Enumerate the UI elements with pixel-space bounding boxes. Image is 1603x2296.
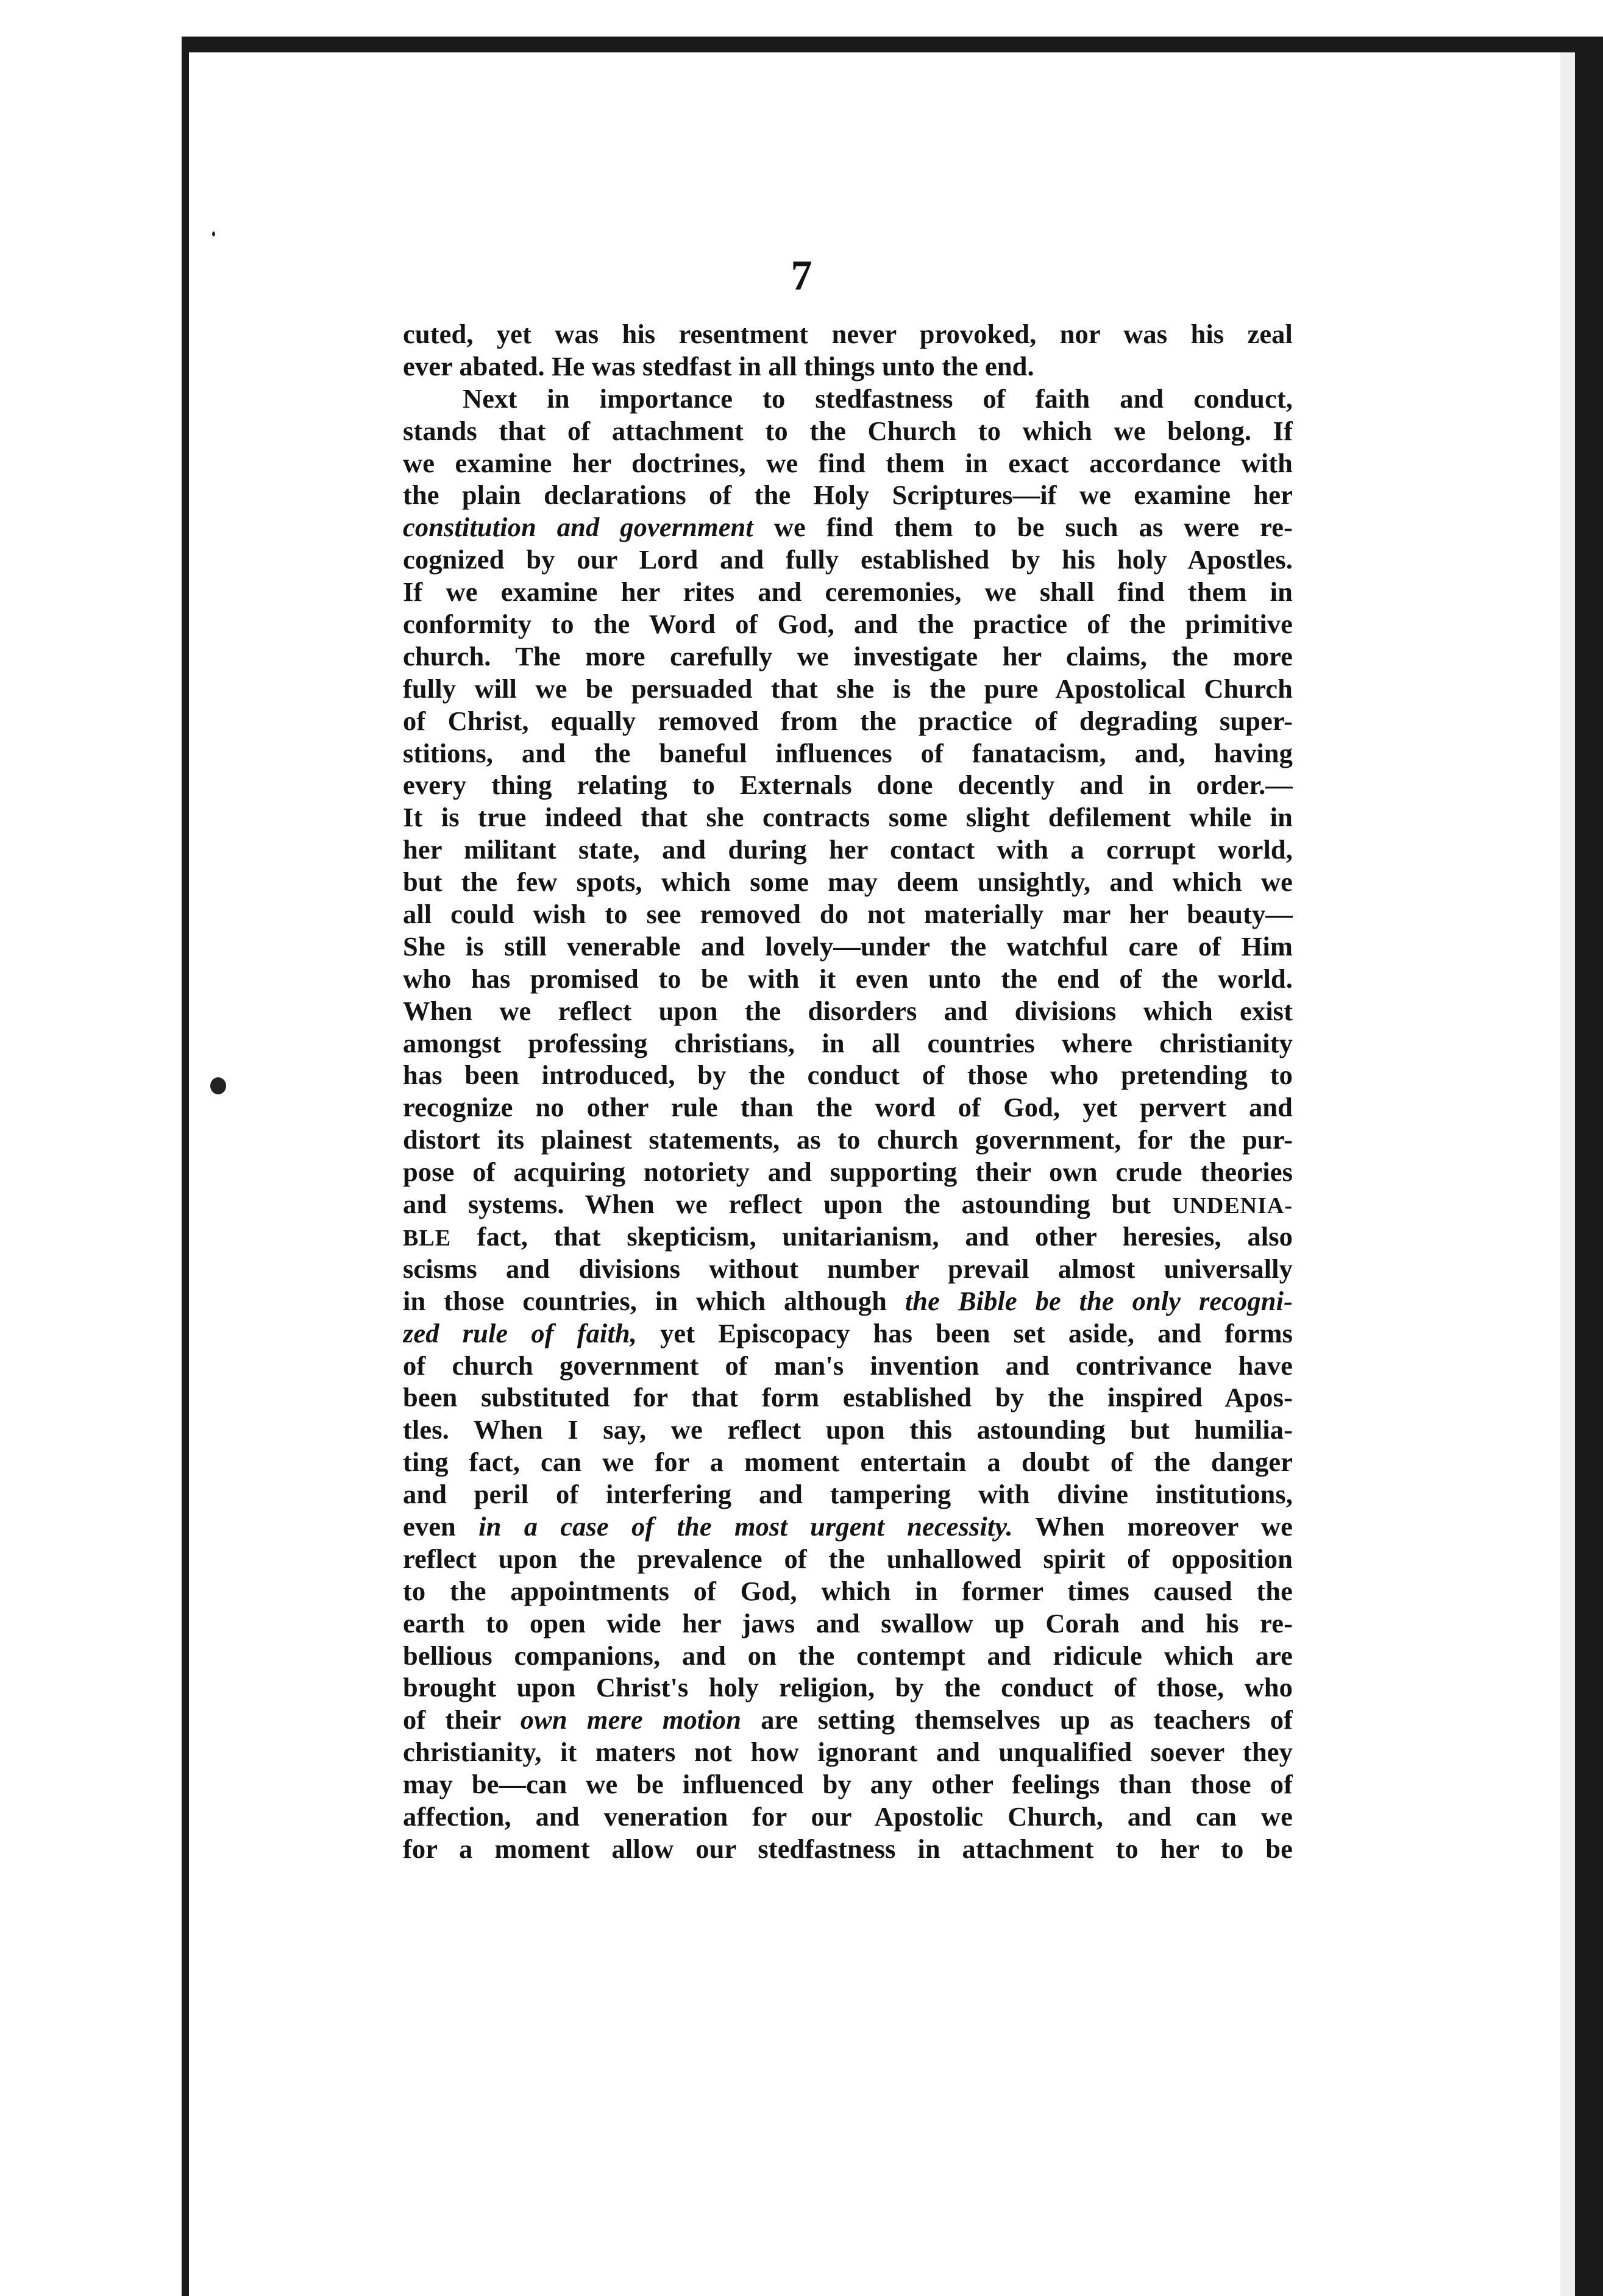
- text-line: [403, 1671, 1293, 1704]
- text-segment: and systems. When we reflect upon the astounding but: [403, 1189, 1172, 1220]
- text-line: [403, 544, 1293, 576]
- text-line: [403, 866, 1293, 898]
- text-segment: may be—can we be influenced by any other feelings than those of: [403, 1769, 1293, 1800]
- text-segment: church. The more carefully we investigate her claims, the more: [403, 640, 1293, 671]
- text-line: [403, 1833, 1293, 1865]
- text-line: [403, 1285, 1293, 1317]
- text-line: [403, 1736, 1293, 1768]
- text-line: [403, 834, 1293, 866]
- text-line: [403, 1640, 1293, 1672]
- text-line: [403, 1059, 1293, 1091]
- text-segment: ting fact, can we for a moment entertain a doubt of the danger: [403, 1447, 1293, 1478]
- text-line: [403, 415, 1293, 447]
- text-line: [403, 1156, 1293, 1188]
- text-segment: recognize no other rule than the word of God, yet pervert and: [403, 1092, 1293, 1123]
- text-segment: UNDENIA-: [1172, 1193, 1293, 1219]
- text-line: [403, 1768, 1293, 1801]
- text-segment: She is still venerable and lovely—under the watchful care of Him: [403, 930, 1293, 962]
- text-segment: fully will we be persuaded that she is the pure Apostolical Church: [403, 673, 1293, 704]
- body-text: [403, 318, 1293, 1865]
- text-segment: to the appointments of God, which in former times caused the: [403, 1575, 1293, 1606]
- text-line: [403, 640, 1293, 673]
- text-line: [403, 898, 1293, 930]
- text-line: [403, 1027, 1293, 1060]
- text-segment: tles. When I say, we reflect upon this astounding but humilia-: [403, 1414, 1293, 1445]
- text-line: [403, 1350, 1293, 1382]
- text-segment: are setting themselves up as teachers of: [741, 1704, 1293, 1735]
- text-line: [403, 995, 1293, 1027]
- text-segment: When we reflect upon the disorders and divisions which exist: [403, 995, 1293, 1026]
- text-segment: but the few spots, which some may deem unsightly, and which we: [403, 866, 1293, 898]
- text-line: [403, 318, 1293, 350]
- text-line: [403, 479, 1293, 511]
- text-segment: in those countries, in which although: [403, 1285, 905, 1316]
- text-segment: When moreover we: [1012, 1511, 1293, 1542]
- text-segment: bellious companions, and on the contempt and ridicule which are: [403, 1640, 1293, 1671]
- text-segment: the plain declarations of the Holy Scriptures—if we examine her: [403, 480, 1293, 511]
- page-number: 7: [791, 252, 812, 299]
- text-line: [403, 1091, 1293, 1124]
- text-segment: stands that of attachment to the Church to which we belong. If: [403, 415, 1293, 446]
- text-line: [403, 1124, 1293, 1156]
- text-segment: yet Episcopacy has been set aside, and forms: [636, 1317, 1293, 1348]
- text-segment: we examine her doctrines, we find them in exact accordance with: [403, 447, 1293, 478]
- text-segment: affection, and veneration for our Apostolic Church, and can we: [403, 1801, 1293, 1832]
- text-segment: amongst professing christians, in all countries where christianity: [403, 1027, 1293, 1058]
- text-line: [403, 511, 1293, 544]
- scan-border-left: [182, 37, 189, 2296]
- text-segment: zed rule of faith,: [403, 1317, 637, 1348]
- text-segment: the Bible be the only recogni-: [905, 1285, 1293, 1316]
- text-segment: has been introduced, by the conduct of those who pretending to: [403, 1060, 1293, 1091]
- text-line: [403, 1446, 1293, 1478]
- text-segment: cuted, yet was his resentment never provoked, nor was his zeal: [403, 319, 1293, 349]
- text-segment: in a case of the most urgent necessity.: [478, 1511, 1013, 1542]
- text-segment: If we examine her rites and ceremonies, we shall find them in: [403, 576, 1293, 608]
- text-line: [403, 705, 1293, 737]
- text-line: [403, 963, 1293, 995]
- text-segment: and peril of interfering and tampering with divine institutions,: [403, 1479, 1293, 1510]
- scan-border-top: [183, 37, 1603, 52]
- text-segment: for a moment allow our stedfastness in attachment to her to be: [403, 1833, 1293, 1864]
- text-segment: of their: [403, 1704, 521, 1735]
- ink-blot-mark: [210, 1077, 226, 1094]
- text-segment: been substituted for that form established by the inspired Apos-: [403, 1382, 1293, 1413]
- text-segment: who has promised to be with it even unto the end of the world.: [403, 963, 1293, 994]
- text-line: [403, 1801, 1293, 1833]
- text-line: [403, 769, 1293, 801]
- text-line: [403, 1221, 1293, 1253]
- text-segment: fact, that skepticism, unitarianism, and other heresies, also: [451, 1221, 1293, 1252]
- text-line: [403, 1607, 1293, 1640]
- scan-border-right-shadow: [1560, 52, 1575, 2296]
- text-line: [403, 673, 1293, 705]
- text-segment: stitions, and the baneful influences of fanatacism, and, having: [403, 737, 1293, 768]
- text-line: [403, 737, 1293, 770]
- text-line: [403, 608, 1293, 640]
- text-line: [403, 1478, 1293, 1511]
- text-segment: own mere motion: [520, 1704, 742, 1735]
- text-segment: brought upon Christ's holy religion, by the conduct of those, who: [403, 1672, 1293, 1703]
- text-segment: conformity to the Word of God, and the practice of the primitive: [403, 609, 1293, 640]
- text-line: [403, 1575, 1293, 1607]
- text-segment: scisms and divisions without number prevail almost universally: [403, 1253, 1293, 1284]
- text-line: [403, 1188, 1293, 1221]
- text-segment: distort its plainest statements, as to church government, for the pur-: [403, 1124, 1293, 1155]
- text-segment: her militant state, and during her contact with a corrupt world,: [403, 834, 1293, 865]
- text-segment: cognized by our Lord and fully established by his holy Apostles.: [403, 544, 1293, 575]
- text-line: [403, 1317, 1293, 1350]
- text-segment: every thing relating to Externals done decently and in order.—: [403, 770, 1293, 801]
- text-line: [403, 1704, 1293, 1736]
- text-segment: of Christ, equally removed from the practice of degrading super-: [403, 705, 1293, 736]
- text-segment: It is true indeed that she contracts some slight defilement while in: [403, 802, 1293, 833]
- ink-speck-mark: [212, 232, 215, 236]
- text-segment: even: [403, 1511, 479, 1542]
- text-segment: we find them to be such as were re-: [753, 512, 1293, 543]
- text-line: [403, 447, 1293, 480]
- text-line: [403, 1253, 1293, 1285]
- text-line: [403, 930, 1293, 963]
- text-segment: all could wish to see removed do not materially mar her beauty—: [403, 899, 1293, 930]
- text-segment: christianity, it maters not how ignorant and unqualified soever they: [403, 1737, 1293, 1768]
- text-segment: BLE: [403, 1225, 452, 1251]
- text-line: [403, 383, 1293, 415]
- text-line: [403, 576, 1293, 608]
- text-segment: pose of acquiring notoriety and supporting their own crude theories: [403, 1157, 1293, 1188]
- text-segment: Next in importance to stedfastness of faith and conduct,: [463, 383, 1293, 414]
- text-segment: earth to open wide her jaws and swallow up Corah and his re-: [403, 1607, 1293, 1639]
- text-line: [403, 801, 1293, 834]
- text-segment: constitution and government: [403, 512, 753, 543]
- text-line: [403, 1381, 1293, 1414]
- text-segment: of church government of man's invention and contrivance have: [403, 1350, 1293, 1381]
- text-segment: reflect upon the prevalence of the unhallowed spirit of opposition: [403, 1543, 1293, 1574]
- text-line: [403, 350, 1293, 383]
- text-segment: ever abated. He was stedfast in all things unto the end.: [403, 350, 1034, 381]
- text-line: [403, 1414, 1293, 1446]
- text-line: [403, 1511, 1293, 1543]
- scan-border-right: [1575, 37, 1603, 2296]
- text-line: [403, 1543, 1293, 1575]
